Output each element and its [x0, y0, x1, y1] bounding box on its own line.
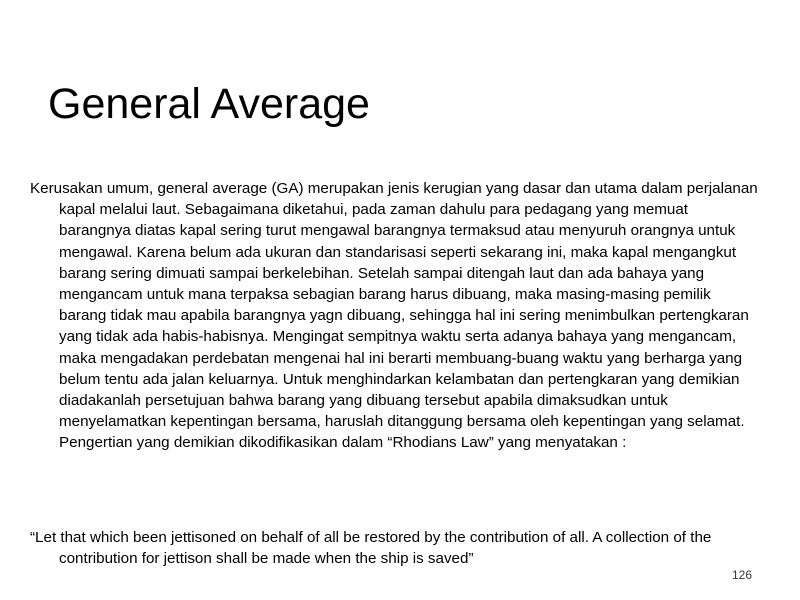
body-paragraph-definition: Kerusakan umum, general average (GA) merupakan jenis kerugian yang dasar dan utama dalam perjalanan kapal melalui laut. Sebagaimana diketahui, pada zaman dahulu para pedagang yang memuat barangnya diatas kapal sering turut mengawal barangnya termaksud atau menyuruh orangnya untuk mengawal. Karena belum ada ukuran dan standarisasi seperti sekarang ini, maka kapal mengangkut barang sering dimuati sampai berkelebihan. Setelah sampai ditengah laut dan ada bahaya yang mengancam untuk mana terpaksa sebagian barang harus dibuang, maka masing-masing pemilik barang tidak mau apabila barangnya yagn dibuang, sehingga hal ini sering menimbulkan pertengkaran yang tidak ada habis-habisnya. Mengingat sempitnya waktu serta adanya bahaya yang mengancam, maka mengadakan perdebatan mengenai hal ini berarti membuang-buang waktu yang berharga yang belum tentu ada jalan keluarnya. Untuk menghindarkan kelambatan dan pertengkaran yang demikian diadakanlah persetujuan bahwa barang yang dibuang tersebut apabila dimaksudkan untuk menyelamatkan kepentingan bersama, haruslah ditanggung bersama oleh kepentingan yang selamat. Pengertian yang demikian dikodifikasikan dalam “Rhodians Law” yang menyatakan :	[30, 180, 758, 452]
page-number: 126	[731, 568, 752, 582]
body-paragraph-quote: “Let that which been jettisoned on behalf of all be restored by the contribution of all. A collection of the contribution for jettison shall be made when the ship is saved”	[30, 529, 712, 568]
slide-title: General Average	[48, 80, 370, 128]
